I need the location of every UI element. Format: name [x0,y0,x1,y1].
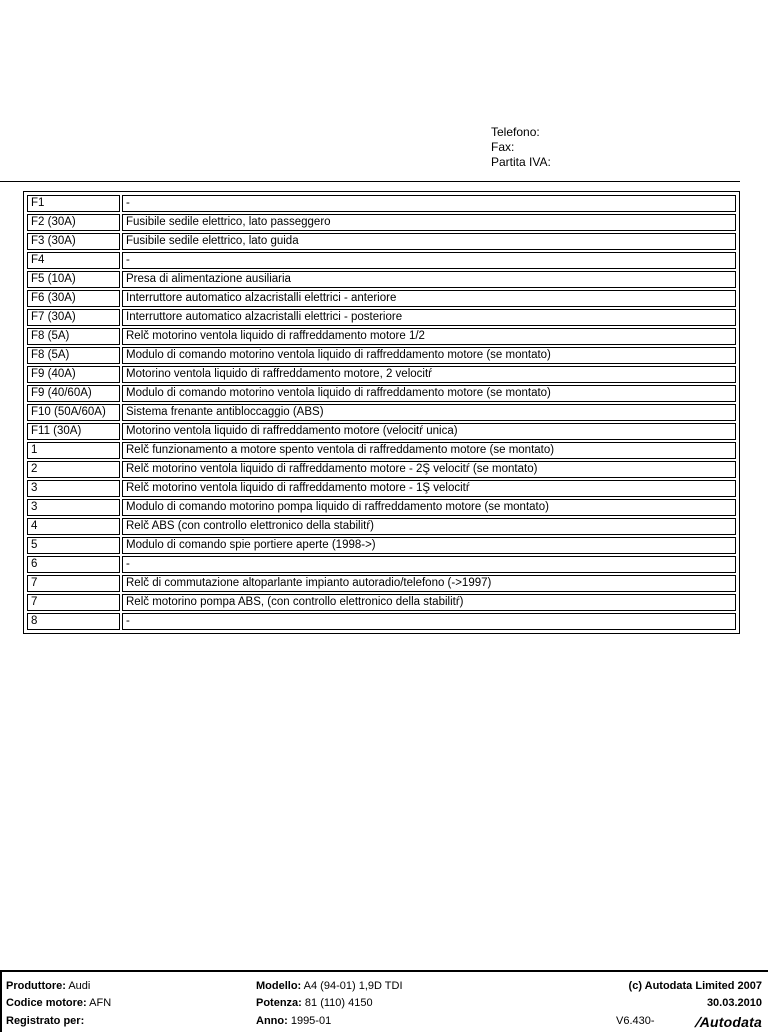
fuse-description-cell: Relč motorino ventola liquido di raffreddamento motore - 1Ş velocitŕ [122,480,736,497]
fuse-code-cell: 3 [27,499,120,516]
table-row [27,347,736,364]
fuse-description-cell: Motorino ventola liquido di raffreddamento motore (velocitŕ unica) [122,423,736,440]
phone-label: Telefono: [491,125,540,139]
engine-code-field [6,995,111,1011]
fuse-description-cell: Modulo di comando spie portiere aperte (1998->) [122,537,736,554]
fuse-code-cell: 8 [27,613,120,630]
manufacturer-label: Produttore: [6,980,66,992]
fuse-description-cell: Motorino ventola liquido di raffreddamento motore, 2 velocitŕ [122,366,736,383]
fuse-code-cell: F7 (30A) [27,309,120,326]
fuse-code-cell: 7 [27,575,120,592]
fuse-description-cell: - [122,613,736,630]
fax-label: Fax: [491,140,515,154]
table-row [27,575,736,592]
version: V6.430- [616,1015,655,1027]
fuse-description-cell: Relč ABS (con controllo elettronico della stabilitŕ) [122,518,736,535]
model-label: Modello: [256,980,302,992]
table-row [27,290,736,307]
fuse-description-cell: Interruttore automatico alzacristalli elettrici - posteriore [122,309,736,326]
fuse-description-cell: Fusibile sedile elettrico, lato guida [122,233,736,250]
fuse-description-cell: Relč motorino ventola liquido di raffreddamento motore 1/2 [122,328,736,345]
fuse-description-cell: - [122,195,736,212]
registered-field [6,1013,84,1029]
fuse-code-cell: F9 (40/60A) [27,385,120,402]
power-value: 81 (110) 4150 [304,997,373,1009]
logo-slash-icon: / [693,1014,702,1030]
fuse-code-cell: F11 (30A) [27,423,120,440]
table-row [27,556,736,573]
model-field [256,978,403,994]
autodata-logo [693,1014,762,1030]
table-row [27,309,736,326]
fuse-description-cell: - [122,252,736,269]
fuse-description-cell: Relč funzionamento a motore spento ventola di raffreddamento motore (se montato) [122,442,736,459]
table-row [27,233,736,250]
table-row [27,214,736,231]
fuse-description-cell: Fusibile sedile elettrico, lato passeggero [122,214,736,231]
power-label: Potenza: [256,997,302,1009]
table-row [27,480,736,497]
fuse-code-cell: F6 (30A) [27,290,120,307]
footer-border [0,972,2,1032]
table-row [27,271,736,288]
fuse-description-cell: Relč di commutazione altoparlante impianto autoradio/telefono (->1997) [122,575,736,592]
header-divider [0,181,740,182]
table-row [27,328,736,345]
fuse-table [23,191,740,634]
manufacturer-value: Audi [68,980,91,992]
table-row [27,423,736,440]
fuse-description-cell: Modulo di comando motorino ventola liquido di raffreddamento motore (se montato) [122,347,736,364]
table-row [27,518,736,535]
fuse-code-cell: F9 (40A) [27,366,120,383]
power-field [256,995,373,1011]
fuse-description-cell: Modulo di comando motorino ventola liquido di raffreddamento motore (se montato) [122,385,736,402]
contact-info [491,125,551,170]
vat-label: Partita IVA: [491,155,551,169]
fuse-code-cell: 1 [27,442,120,459]
registered-label: Registrato per: [6,1015,85,1027]
table-row [27,404,736,421]
fuse-description-cell: Presa di alimentazione ausiliaria [122,271,736,288]
fuse-code-cell: F4 [27,252,120,269]
fuse-description-cell: Sistema frenante antibloccaggio (ABS) [122,404,736,421]
fuse-description-cell: Modulo di comando motorino pompa liquido di raffreddamento motore (se montato) [122,499,736,516]
copyright: (c) Autodata Limited 2007 [628,980,762,992]
table-row [27,461,736,478]
fuse-description-cell: Relč motorino ventola liquido di raffreddamento motore - 2Ş velocitŕ (se montato) [122,461,736,478]
fuse-code-cell: 4 [27,518,120,535]
fuse-code-cell: F8 (5A) [27,328,120,345]
fuse-code-cell: F2 (30A) [27,214,120,231]
engine-code-label: Codice motore: [6,997,87,1009]
report-date: 30.03.2010 [706,997,762,1009]
year-value: 1995-01 [290,1015,332,1027]
table-row [27,613,736,630]
fuse-code-cell: F3 (30A) [27,233,120,250]
table-row [27,442,736,459]
footer [0,970,768,1030]
table-row [27,385,736,402]
table-row [27,537,736,554]
fuse-code-cell: 3 [27,480,120,497]
fuse-code-cell: F5 (10A) [27,271,120,288]
fuse-code-cell: 6 [27,556,120,573]
year-label: Anno: [256,1015,288,1027]
fuse-code-cell: F10 (50A/60A) [27,404,120,421]
engine-code-value: AFN [89,997,112,1009]
fuse-description-cell: - [122,556,736,573]
fuse-table-body [27,195,736,630]
year-field [256,1013,331,1029]
table-row [27,594,736,611]
brand-text: Autodata [699,1014,762,1030]
fuse-code-cell: 5 [27,537,120,554]
table-row [27,195,736,212]
fuse-code-cell: 2 [27,461,120,478]
table-row [27,499,736,516]
fuse-code-cell: F8 (5A) [27,347,120,364]
fuse-code-cell: F1 [27,195,120,212]
manufacturer-field [6,978,90,994]
table-row [27,366,736,383]
fuse-description-cell: Relč motorino pompa ABS, (con controllo elettronico della stabilitŕ) [122,594,736,611]
fuse-description-cell: Interruttore automatico alzacristalli elettrici - anteriore [122,290,736,307]
fuse-code-cell: 7 [27,594,120,611]
table-row [27,252,736,269]
model-value: A4 (94-01) 1,9D TDI [303,980,403,992]
